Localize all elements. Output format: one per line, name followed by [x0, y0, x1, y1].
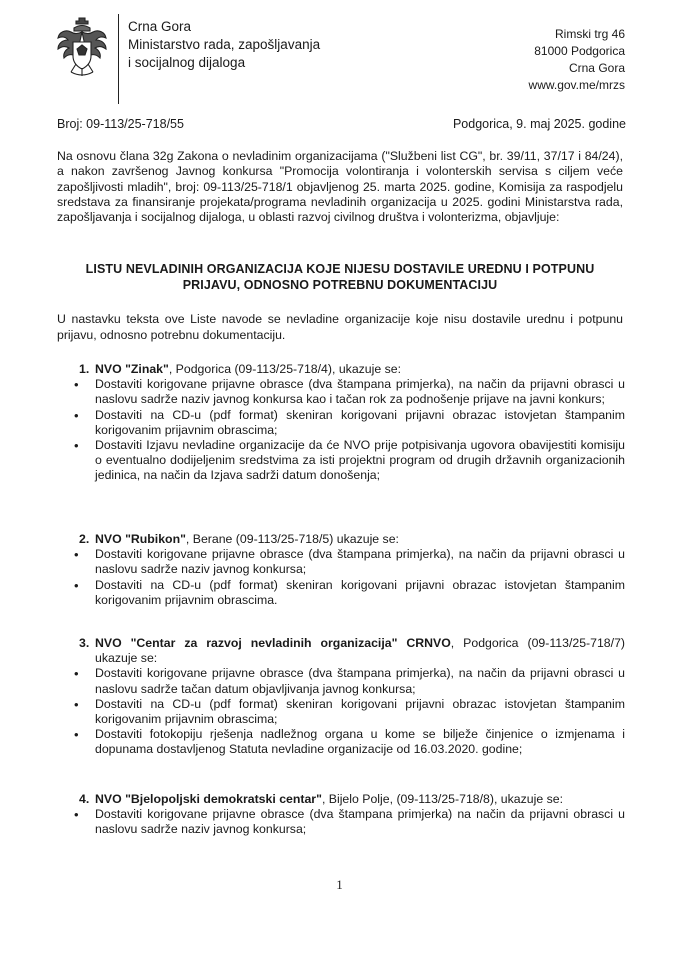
section-heading [57, 532, 625, 547]
organization-name: NVO "Bjelopoljski demokratski centar" [95, 792, 322, 806]
organization-section-1 [57, 362, 625, 484]
document-date: Podgorica, 9. maj 2025. godine [452, 117, 626, 131]
section-number: 2. [79, 532, 90, 546]
address-street: Rimski trg 46 [554, 27, 625, 41]
list-item: • Dostaviti korigovane prijavne obrasce (dva štampana primjerka), na način da prijavni obrasci u naslovu sadrže naziv javnog konkursa kao i tačan rok za podnošenje prijave na javni konkurs; [57, 377, 625, 407]
section-heading [57, 362, 625, 377]
organization-name: NVO "Rubikon" [95, 532, 186, 546]
list-item: • Dostaviti fotokopiju rješenja nadležnog organa u kome se bilježe činjenice o izmjenama i dopunama dostavljenog Statuta nevladine organizacije od 16.03.2020. godine; [57, 727, 625, 757]
section-number: 3. [79, 636, 90, 650]
ministry-name [128, 18, 320, 72]
organization-section-2 [57, 532, 625, 608]
list-item: • Dostaviti na CD-u (pdf format) skeniran korigovani prijavni obrazac istovjetan štampanim korigovanim prijavnim obrascima. [57, 578, 625, 608]
section-heading-rest: , Berane (09-113/25-718/5) ukazuje se: [185, 532, 399, 546]
requirements-list [57, 666, 625, 757]
reference-number: Broj: 09-113/25-718/55 [57, 117, 184, 131]
section-number: 1. [79, 362, 90, 376]
organization-name: NVO "Zinak" [95, 362, 169, 376]
ministry-address [529, 26, 625, 94]
section-number: 4. [79, 792, 90, 806]
intro-paragraph: Na osnovu člana 32g Zakona o nevladinim organizacijama ("Službeni list CG", br. 39/11, 37/17 i 84/24), a nakon završenog Javnog konkursa "Promocija volontiranja i volonterskih servisa s ciljem veće zapošljivosti mladih", broj: 09-113/25-718/1 objavljenog 25. marta 2025. godine, Komisija za raspodjelu sredstava za finansiranje projekata/programa nevladinih organizacija u 2025. godini Ministarstva rada, zapošljavanja i socijalnog dijaloga, u oblasti razvoj civilnog društva i volonterizma, objavljuje: [57, 149, 623, 225]
list-item: • Dostaviti korigovane prijavne obrasce (dva štampana primjerka) na način da prijavni obrasci u naslovu sadrže naziv javnog konkursa; [57, 807, 625, 837]
list-item: • Dostaviti korigovane prijavne obrasce (dva štampana primjerka), na način da prijavni obrasci u naslovu sadrže naziv javnog konkursa; [57, 547, 625, 577]
list-item: • Dostaviti na CD-u (pdf format) skeniran korigovani prijavni obrazac istovjetan štampanim korigovanim prijavnim obrascima; [57, 408, 625, 438]
coat-of-arms-icon [54, 16, 110, 80]
section-heading-rest: , Podgorica (09-113/25-718/4), ukazuje se: [168, 362, 402, 376]
section-heading-rest: , Podgorica (09-113/25-718/7) ukazuje se: [95, 636, 625, 666]
address-website: www.gov.me/mrzs [528, 78, 625, 92]
address-country: Crna Gora [568, 61, 625, 75]
section-heading-rest: , Bijelo Polje, (09-113/25-718/8), ukazuje se: [321, 792, 564, 806]
organization-section-3 [57, 636, 625, 758]
address-city: 81000 Podgorica [534, 44, 625, 58]
ministry-line-1: Ministarstvo rada, zapošljavanja [128, 37, 321, 52]
lead-paragraph: U nastavku teksta ove Liste navode se nevladine organizacije koje nisu dostavile urednu i potpunu prijavu, odnosno potrebnu dokumentaciju. [57, 312, 623, 342]
requirements-list [57, 547, 625, 608]
section-heading [57, 636, 625, 666]
page-number: 1 [336, 877, 343, 892]
list-item: • Dostaviti Izjavu nevladine organizacije da će NVO prije potpisivanja ugovora obavijestiti komisiju o eventualno dodijeljenim sredstvima za isti projektni program od drugih državnih organizacionih jedinica, na način da Izjava sadrži datum donošenja; [57, 438, 625, 484]
requirements-list [57, 377, 625, 483]
requirements-list [57, 807, 625, 837]
organization-section-4 [57, 792, 625, 838]
country-name: Crna Gora [128, 19, 192, 34]
organization-name: NVO "Centar za razvoj nevladinih organizacija" CRNVO [95, 636, 451, 650]
list-item: • Dostaviti korigovane prijavne obrasce (dva štampana primjerka), na način da prijavni obrasci u naslovu sadrže tačan datum objavljivanja javnog konkursa; [57, 666, 625, 696]
document-title: LISTU NEVLADINIH ORGANIZACIJA KOJE NIJESU DOSTAVILE UREDNU I POTPUNU PRIJAVU, ODNOSNO POTREBNU DOKUMENTACIJU [85, 262, 595, 292]
ministry-line-2: i socijalnog dijaloga [128, 55, 246, 70]
section-heading [57, 792, 625, 807]
header-divider [118, 14, 119, 104]
list-item: • Dostaviti na CD-u (pdf format) skeniran korigovani prijavni obrazac istovjetan štampanim korigovanim prijavnim obrascima; [57, 697, 625, 727]
